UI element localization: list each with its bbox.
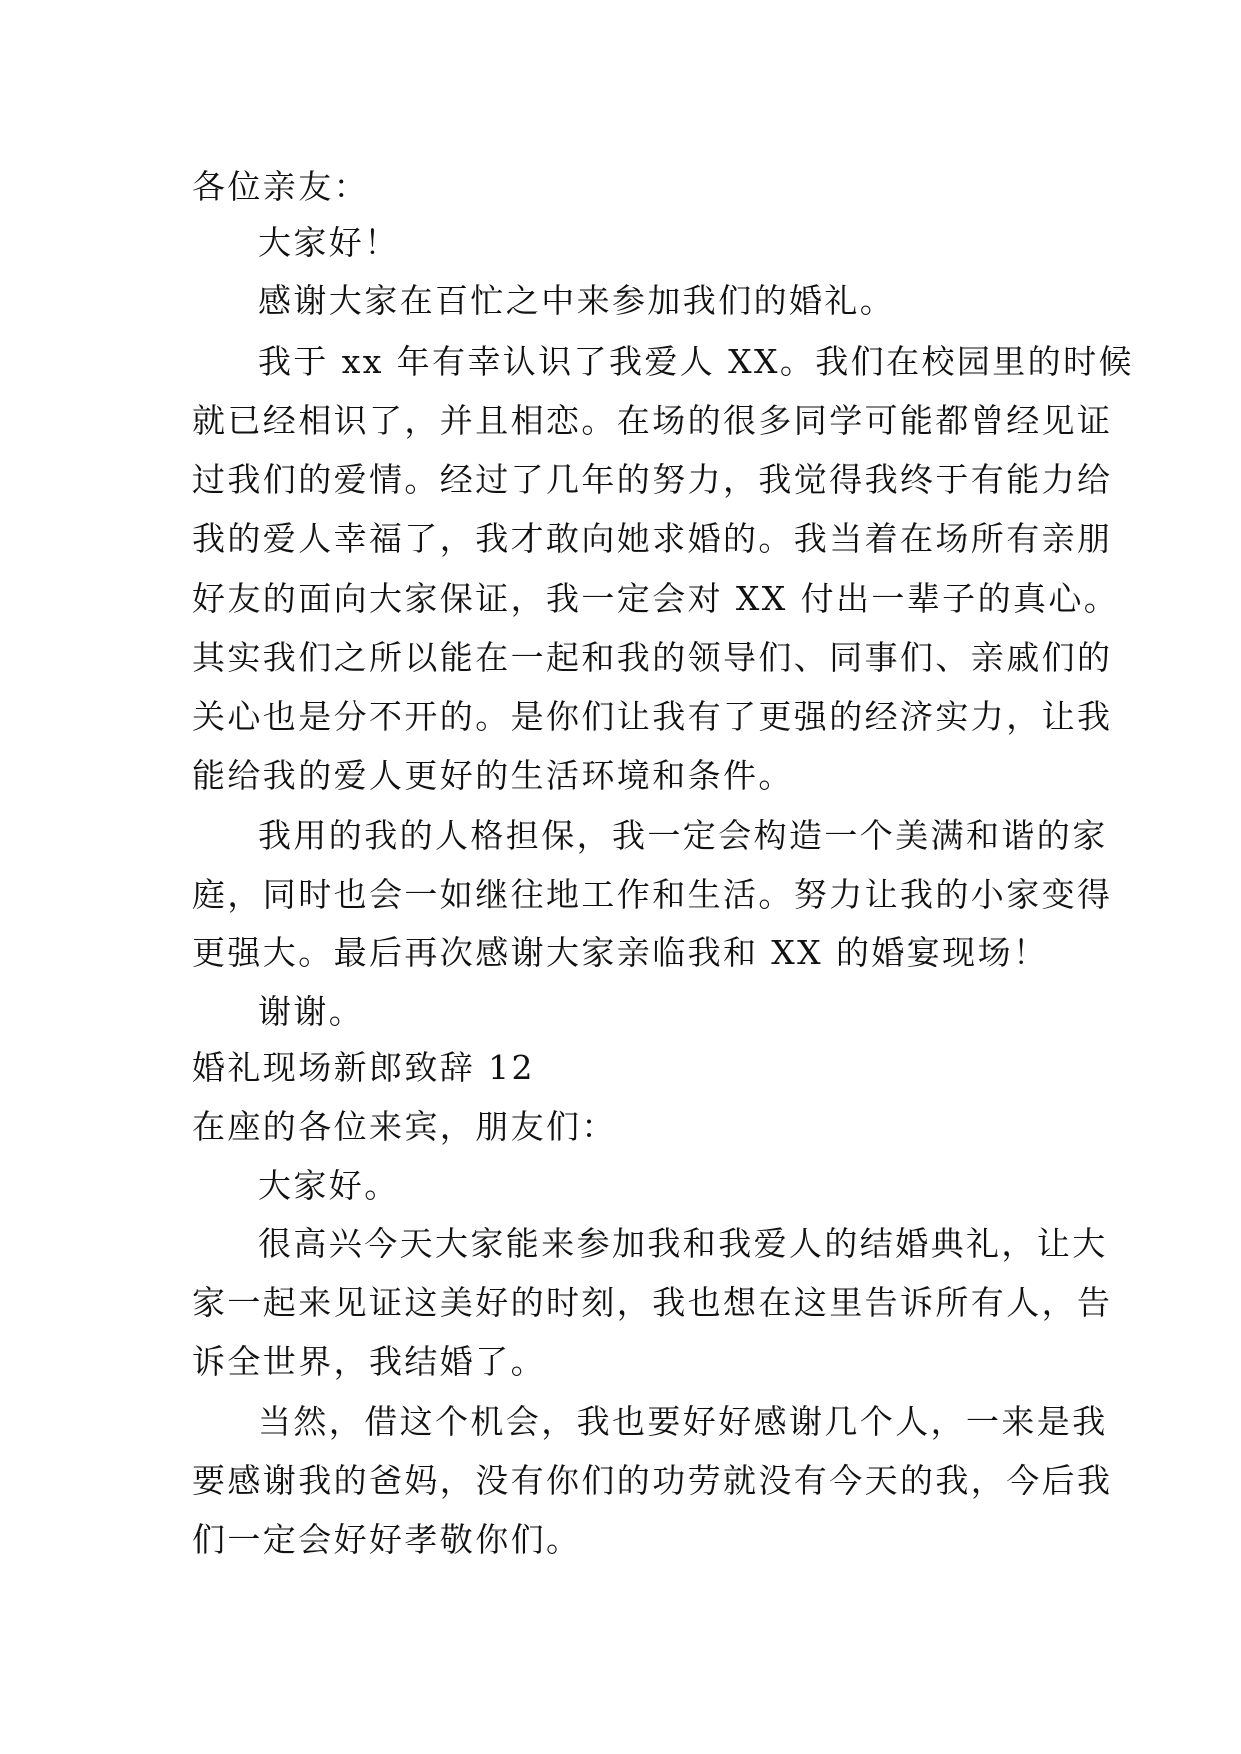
text-line: 好友的面向大家保证，我一定会对 XX 付出一辈子的真心。 (192, 579, 1120, 618)
text-line: 很高兴今天大家能来参加我和我爱人的结婚典礼，让大 (258, 1224, 1108, 1263)
salutation-line: 各位亲友： (192, 167, 369, 206)
text-line: 当然，借这个机会，我也要好好感谢几个人，一来是我 (258, 1402, 1108, 1441)
text-line: 其实我们之所以能在一起和我的领导们、同事们、亲戚们的 (192, 638, 1113, 677)
text-line: 就已经相识了，并且相恋。在场的很多同学可能都曾经见证 (192, 401, 1113, 440)
section-heading: 婚礼现场新郎致辞 12 (192, 1048, 535, 1087)
text-line: 我的爱人幸福了，我才敢向她求婚的。我当着在场所有亲朋 (192, 519, 1113, 558)
text-line: 们一定会好好孝敬你们。 (192, 1520, 582, 1559)
text-line: 庭，同时也会一如继往地工作和生活。努力让我的小家变得 (192, 875, 1113, 914)
text-line: 感谢大家在百忙之中来参加我们的婚礼。 (258, 281, 896, 320)
text-line: 我于 xx 年有幸认识了我爱人 XX。我们在校园里的时候 (258, 342, 1134, 381)
text-line: 家一起来见证这美好的时刻，我也想在这里告诉所有人，告 (192, 1283, 1113, 1322)
text-line: 诉全世界，我结婚了。 (192, 1342, 546, 1381)
salutation-line: 在座的各位来宾，朋友们： (192, 1107, 617, 1146)
text-line: 能给我的爱人更好的生活环境和条件。 (192, 756, 794, 795)
text-line: 大家好！ (258, 223, 400, 262)
text-line: 过我们的爱情。经过了几年的努力，我觉得我终于有能力给 (192, 460, 1113, 499)
text-line: 关心也是分不开的。是你们让我有了更强的经济实力，让我 (192, 697, 1113, 736)
text-line: 要感谢我的爸妈，没有你们的功劳就没有今天的我，今后我 (192, 1461, 1113, 1500)
text-line: 谢谢。 (258, 992, 365, 1031)
text-line: 大家好。 (258, 1166, 400, 1205)
text-line: 更强大。最后再次感谢大家亲临我和 XX 的婚宴现场！ (192, 933, 1049, 972)
text-line: 我用的我的人格担保，我一定会构造一个美满和谐的家 (258, 816, 1108, 855)
